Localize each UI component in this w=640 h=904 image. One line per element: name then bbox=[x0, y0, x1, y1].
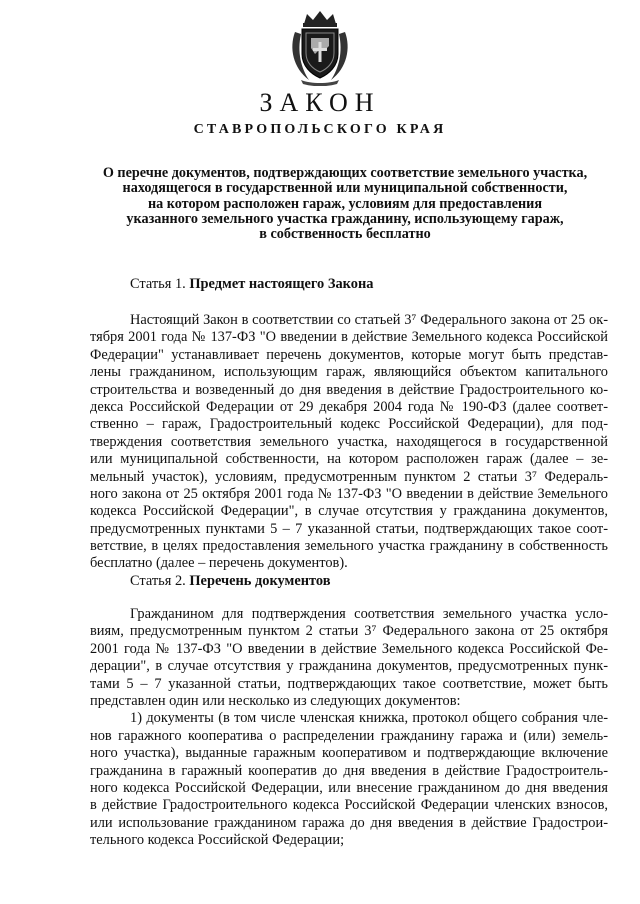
text-line: нов гаражного кооператива о распределении гражданину гаража и (или) земель- bbox=[90, 727, 608, 744]
text-line: или муниципальной собственности, на котором расположен гараж (далее – зе- bbox=[90, 451, 608, 468]
list-item-line: 1) документы (в том числе членская книжка, протокол общего собрания чле- bbox=[130, 710, 608, 727]
text-line: дерации", в случае отсутствия у гражданина документов, предусмотренных пунк- bbox=[90, 658, 608, 675]
text-line: гражданина в гаражный кооператив до дня введения в действие Градостроитель- bbox=[90, 762, 608, 779]
text-line: тельного кодекса Российской Федерации; bbox=[90, 832, 345, 849]
coat-of-arms-emblem bbox=[287, 8, 353, 86]
heading-line: в собственность бесплатно bbox=[259, 226, 431, 243]
text-line: лены гражданином, использующим гараж, являющийся объектом капитального bbox=[90, 364, 608, 381]
text-line: Настоящий Закон в соответствии со статьей 3⁷ Федерального закона от 25 ок- bbox=[130, 312, 608, 328]
text-line: тверждения соответствия земельного участка, находящегося в государственной bbox=[90, 433, 608, 450]
article-2-title: Перечень документов bbox=[189, 573, 331, 589]
document-heading bbox=[80, 166, 610, 242]
text-line: в действие Градостроительного кодекса Российской Федерации членских взносов, bbox=[90, 797, 608, 814]
text-line: или использование гражданином гаража до дня введения в действие Градострои- bbox=[90, 814, 608, 831]
law-title: ЗАКОН bbox=[259, 88, 381, 117]
region-subtitle: СТАВРОПОЛЬСКОГО КРАЯ bbox=[193, 122, 447, 137]
text-line: ного закона от 25 октября 2001 года № 137-ФЗ "О введении в действие Земельного bbox=[90, 485, 608, 502]
text-line: ного участка), выданные гаражным кооперативом и подтверждающие включение bbox=[90, 745, 608, 762]
text-line: 2001 года № 137-ФЗ "О введении в действие Земельного кодекса Российской Фе- bbox=[90, 640, 608, 657]
text-line: кодекса Российской Федерации", в случае отсутствия у гражданина документов, bbox=[90, 503, 608, 520]
text-line: тами 5 – 7 указанной статьи, подтверждающих такое соответствие, может быть bbox=[90, 675, 608, 692]
text-line: тября 2001 года № 137-ФЗ "О введении в действие Земельного кодекса Российской bbox=[90, 329, 608, 346]
text-line: мельный участок), условиям, предусмотренным пунктом 2 статьи 3⁷ Федераль- bbox=[90, 468, 608, 485]
article-1-title: Предмет настоящего Закона bbox=[189, 276, 374, 292]
text-line: ственно – гараж, Градостроительный кодекс Российской Федерации), для под- bbox=[90, 416, 608, 433]
text-line: Гражданином для подтверждения соответствия земельного участка усло- bbox=[130, 606, 608, 622]
text-line: виям, предусмотренным пунктом 2 статьи 3⁷ Федерального закона от 25 октября bbox=[90, 623, 608, 640]
text-line: предусмотренных пунктами 5 – 7 указанной статьи, подтверждающих такое соот- bbox=[90, 520, 608, 537]
text-line: строительства и возведенный до дня введения в действие Градостроительного ко- bbox=[90, 381, 608, 398]
text-line: ного кодекса Российской Федерации, или внесение гражданином до дня введения bbox=[90, 779, 608, 796]
article-2-label: Статья 2. bbox=[130, 573, 186, 589]
article-2-heading bbox=[130, 573, 331, 590]
article-2-body bbox=[90, 606, 608, 849]
heading-line: указанного земельного участка гражданину, использующему гараж, bbox=[126, 210, 564, 227]
text-line: бесплатно (далее – перечень документов). bbox=[90, 555, 348, 572]
text-line: Федерации" устанавливает перечень документов, которые могут быть представ- bbox=[90, 346, 608, 363]
text-line: представлен один или несколько из следующих документов: bbox=[90, 692, 461, 709]
article-1-body bbox=[90, 312, 608, 573]
article-1-label: Статья 1. bbox=[130, 276, 186, 292]
heading-line: находящегося в государственной или муниципальной собственности, bbox=[122, 180, 568, 197]
heading-line: на котором расположен гараж, условиям для предоставления bbox=[147, 195, 543, 212]
article-1-heading bbox=[130, 276, 373, 293]
text-line: ветствие, в целях предоставления земельного участка гражданину в собственность bbox=[90, 538, 608, 555]
text-line: декса Российской Федерации от 29 декабря 2004 года № 190-ФЗ (далее соответ- bbox=[90, 398, 608, 415]
heading-line: О перечне документов, подтверждающих соответствие земельного участка, bbox=[102, 165, 588, 181]
